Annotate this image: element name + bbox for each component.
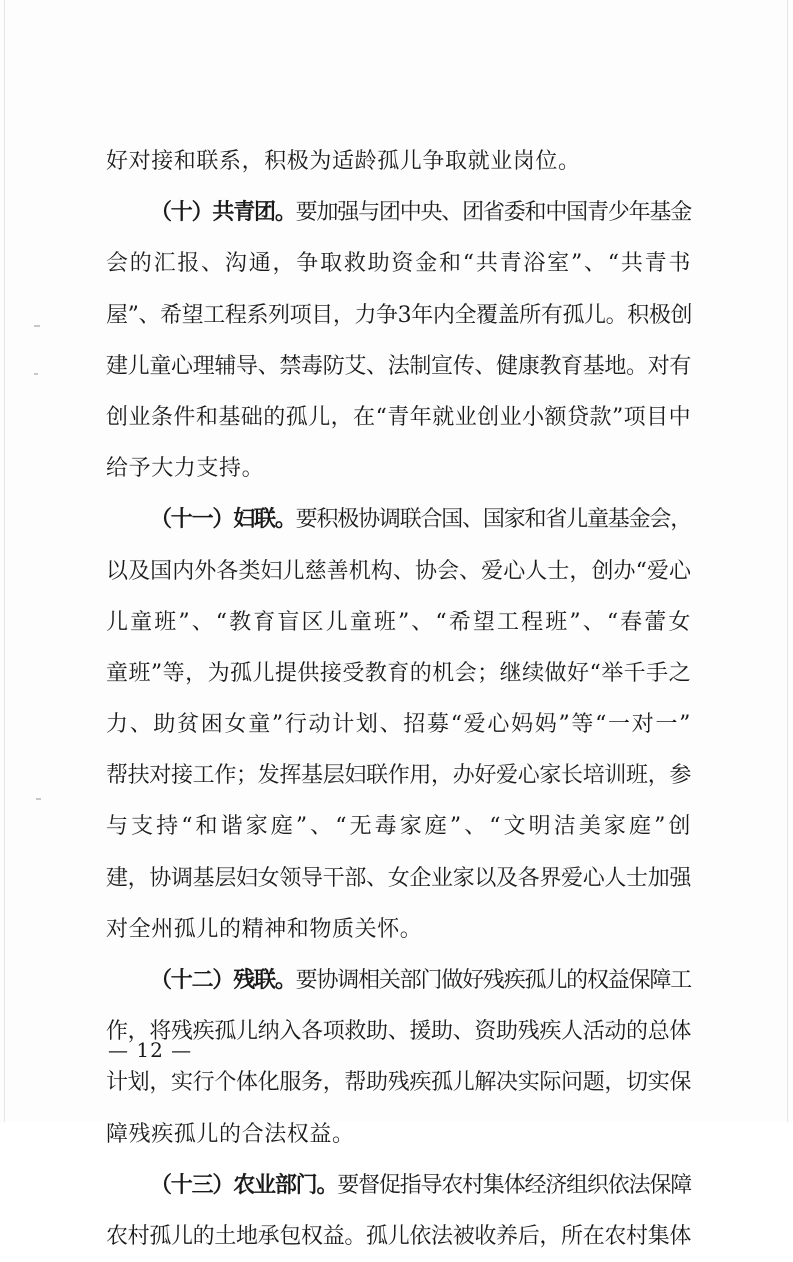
text-line: 给予大力支持。 [106,456,265,482]
text-line: 帮扶对接工作；发挥基层妇联作用，办好爱心家长培训班，参 [106,763,691,789]
text-line: 创业条件和基础的孤儿，在“青年就业创业小额贷款”项目中 [106,404,691,430]
text-line: 农村孤儿的土地承包权益。孤儿依法被收养后，所在农村集体 [106,1223,691,1249]
section-heading: （十一）妇联。 [150,507,296,533]
text-line: 童班”等，为孤儿提供接受教育的机会；继续做好“举千手之 [106,660,691,686]
text-line: （十二）残联。要协调相关部门做好残疾孤儿的权益保障工 [150,968,691,993]
body-text [106,136,691,1262]
page-number: — 12 — [108,1038,193,1062]
text-line: 与支持“和谐家庭”、“无毒家庭”、“文明洁美家庭”创 [106,814,691,840]
scan-mark [36,798,41,800]
text-line: 儿童班”、“教育盲区儿童班”、“希望工程班”、“春蕾女 [106,609,691,635]
text-line: （十三）农业部门。要督促指导农村集体经济组织依法保障 [150,1172,692,1198]
text-line: 好对接和联系，积极为适龄孤儿争取就业岗位。 [106,149,581,174]
text-line: 对全州孤儿的精神和物质关怀。 [106,916,423,942]
text-line: 屋”、希望工程系列项目，力争3年内全覆盖所有孤儿。积极创 [106,302,693,328]
text-line: 力、助贫困女童”行动计划、招募“爱心妈妈”等“一对一” [106,712,691,738]
scan-mark [34,373,38,375]
text-line: 计划，实行个体化服务，帮助残疾孤儿解决实际问题，切实保 [106,1070,691,1096]
section-heading: （十二）残联。 [150,968,296,993]
text-line: 障残疾孤儿的合法权益。 [106,1121,355,1147]
text-line: 建儿童心理辅导、禁毒防艾、法制宣传、健康教育基地。对有 [106,353,691,379]
scan-edge-line [787,0,788,1122]
scan-mark [34,325,40,327]
text-line: 作，将残疾孤儿纳入各项救助、援助、资助残疾人活动的总体 [106,1019,691,1045]
text-line: （十）共青团。要加强与团中央、团省委和中国青少年基金 [150,200,691,226]
section-heading: （十三）农业部门。 [150,1172,338,1198]
text-line: 会的汇报、沟通，争取救助资金和“共青浴室”、“共青书 [106,251,691,277]
text-line: 以及国内外各类妇儿慈善机构、协会、爱心人士，创办“爱心 [106,558,691,584]
text-line: （十一）妇联。要积极协调联合国、国家和省儿童基金会， [150,507,691,533]
text-line: 建，协调基层妇女领导干部、女企业家以及各界爱心人士加强 [106,865,691,891]
section-heading: （十）共青团。 [150,200,296,226]
scan-edge-line [4,0,5,1122]
